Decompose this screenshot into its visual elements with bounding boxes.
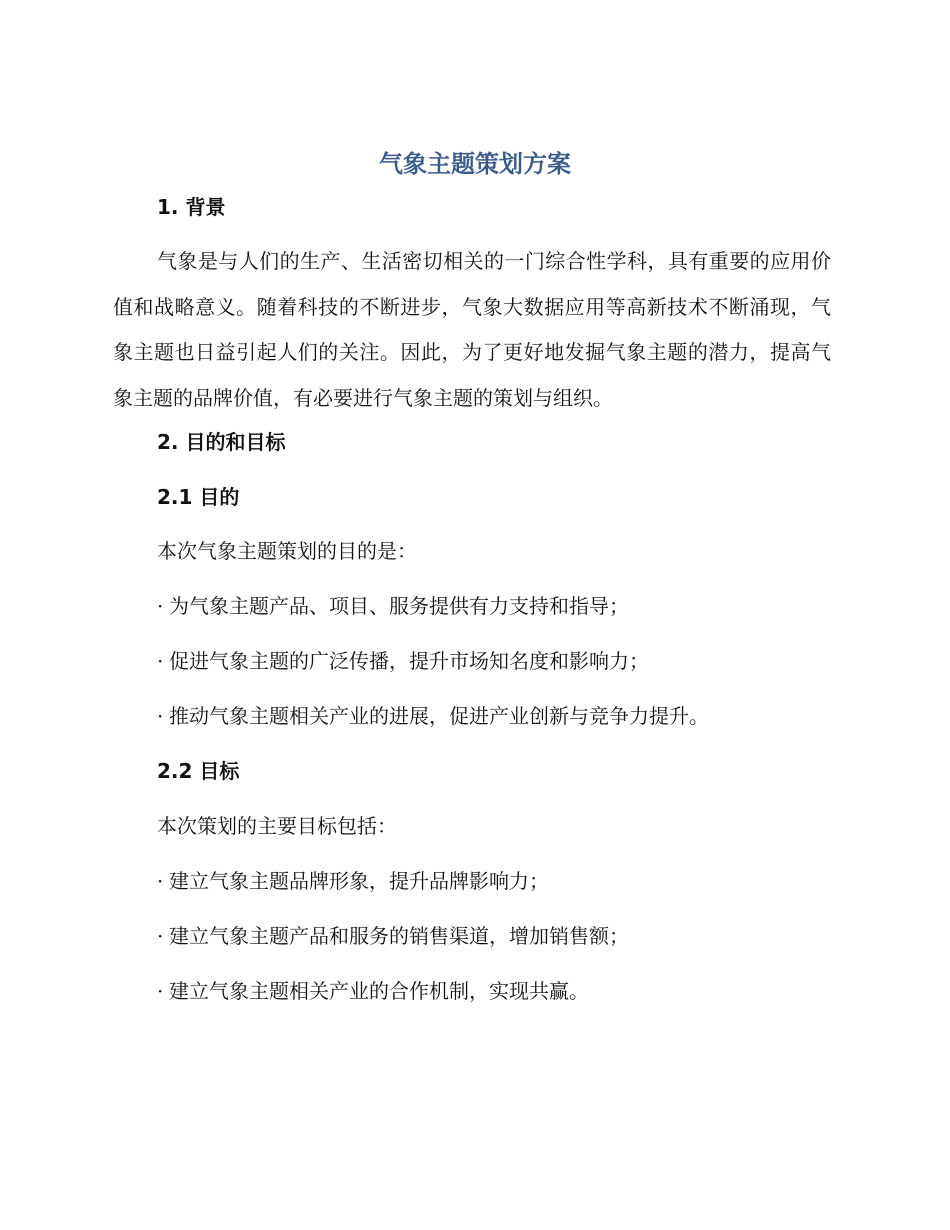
document-title: 气象主题策划方案 [379, 150, 571, 178]
heading-background: 1. 背景 [157, 195, 226, 219]
heading-purpose: 2.1 目的 [157, 485, 240, 509]
purpose-item-2: 促进气象主题的广泛传播，提升市场知名度和影响力； [169, 649, 649, 673]
heading-purpose-and-goals: 2. 目的和目标 [157, 430, 286, 454]
list-item [157, 866, 549, 896]
background-paragraph: 气象是与人们的生产、生活密切相关的一门综合性学科，具有重要的应用价值和战略意义。随着科技的不断进步，气象大数据应用等高新技术不断涌现，气象主题也日益引起人们的关注。因此，为了更好地发掘气象主题的潜力，提高气象主题的品牌价值，有必要进行气象主题的策划与组织。 [113, 249, 831, 410]
bullet-icon: · [157, 594, 164, 618]
bullet-icon: · [157, 924, 164, 948]
goal-item-3: 建立气象主题相关产业的合作机制，实现共赢。 [169, 979, 589, 1003]
bullet-icon: · [157, 869, 164, 893]
goal-item-2: 建立气象主题产品和服务的销售渠道，增加销售额； [169, 924, 629, 948]
list-item [157, 646, 649, 676]
bullet-icon: · [157, 979, 164, 1003]
list-item [157, 921, 629, 951]
purpose-item-3: 推动气象主题相关产业的进展，促进产业创新与竞争力提升。 [169, 704, 709, 728]
heading-goals: 2.2 目标 [157, 759, 240, 783]
list-item [157, 591, 629, 621]
list-item [157, 976, 589, 1006]
goal-intro: 本次策划的主要目标包括： [157, 814, 397, 838]
purpose-intro: 本次气象主题策划的目的是： [157, 539, 417, 563]
bullet-icon: · [157, 704, 164, 728]
purpose-item-1: 为气象主题产品、项目、服务提供有力支持和指导； [169, 594, 629, 618]
list-item [157, 701, 709, 731]
bullet-icon: · [157, 649, 164, 673]
goal-item-1: 建立气象主题品牌形象，提升品牌影响力； [169, 869, 549, 893]
